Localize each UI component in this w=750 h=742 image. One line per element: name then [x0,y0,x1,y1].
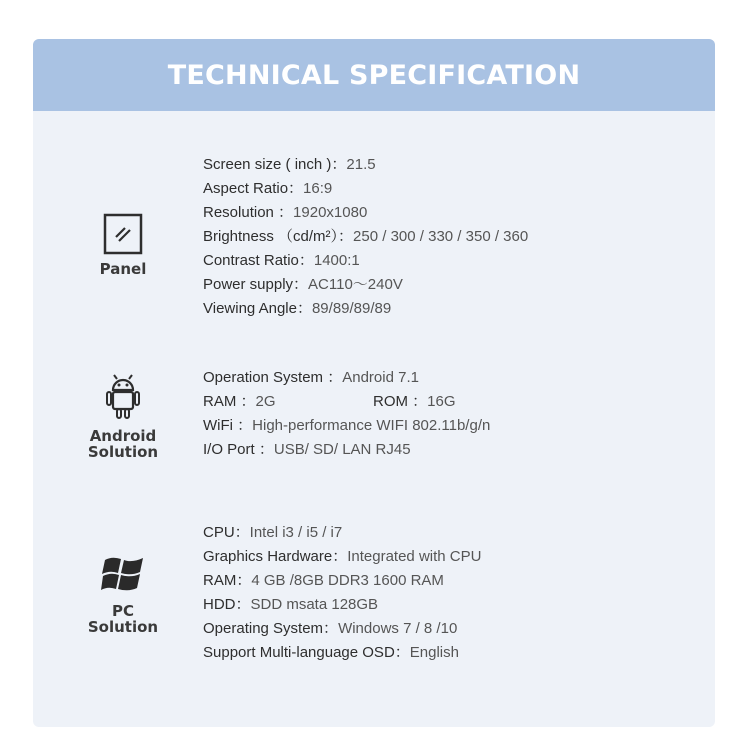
spec-value: English [409,644,459,661]
android-icon-block [73,374,173,460]
android-icon [106,374,140,420]
spec-value: 2G [255,393,276,410]
spec-row [203,201,528,225]
pc-label-line-1: PC [111,602,134,620]
android-specs [203,366,490,462]
spec-row [203,593,481,617]
spec-value: SDD msata 128GB [250,596,379,613]
pc-specs [203,521,481,665]
spec-key: WiFi ： [203,417,253,434]
spec-value: 1400:1 [313,252,360,269]
spec-key: RAM ： [203,393,256,410]
spec-value: 89/89/89/89 [311,300,392,317]
spec-row [203,297,528,321]
spec-pair [373,390,456,414]
spec-value: Intel i3 / i5 / i7 [249,524,343,541]
android-label-line-1: Android [89,427,157,445]
spec-row [203,641,481,665]
spec-key: I/O Port ： [203,441,274,458]
spec-row [203,225,528,249]
spec-key: Brightness （cd/m²）： [203,228,354,245]
panel-label [100,261,147,277]
spec-value: Android 7.1 [342,369,419,386]
spec-row [203,177,528,201]
spec-key: Operation System ： [203,369,343,386]
spec-key: Resolution ： [203,204,294,221]
spec-row [203,521,481,545]
spec-row [203,545,481,569]
spec-row [203,153,528,177]
spec-row [203,249,528,273]
spec-row [203,273,528,297]
spec-value: Integrated with CPU [347,548,482,565]
android-label-line-2: Solution [87,443,159,461]
spec-key: Operating System： [203,620,339,637]
pc-label [88,603,158,635]
spec-value: 21.5 [346,156,376,173]
spec-key: RAM： [203,572,252,589]
panel-label-line: Panel [99,260,147,278]
spec-card [33,39,715,727]
android-label [88,428,158,460]
spec-value: USB/ SD/ LAN RJ45 [273,441,411,458]
spec-value: 16:9 [303,180,333,197]
spec-key: Power supply： [203,276,309,293]
pc-icon-block [73,555,173,635]
spec-value: Windows 7 / 8 /10 [338,620,458,637]
spec-value: 4 GB /8GB DDR3 1600 RAM [251,572,444,589]
panel-icon-block [73,213,173,277]
pc-label-line-2: Solution [87,618,159,636]
spec-row [203,438,490,462]
spec-header [33,39,715,111]
spec-row [203,366,490,390]
spec-key: CPU： [203,524,250,541]
spec-row [203,569,481,593]
spec-row [203,414,490,438]
spec-value: High-performance WIFI 802.11b/g/n [252,417,491,434]
spec-key: Viewing Angle： [203,300,312,317]
page-title: TECHNICAL SPECIFICATION [167,59,581,91]
spec-row [203,617,481,641]
spec-key: Contrast Ratio： [203,252,314,269]
spec-row [203,390,490,414]
spec-value: 16G [427,393,456,410]
spec-key: Graphics Hardware： [203,548,348,565]
spec-key: Aspect Ratio： [203,180,304,197]
spec-value: 250 / 300 / 330 / 350 / 360 [353,228,529,245]
spec-key: ROM ： [373,393,428,410]
panel-icon [103,213,143,255]
spec-value: 1920x1080 [293,204,368,221]
spec-key: Support Multi-language OSD： [203,644,410,661]
spec-key: HDD： [203,596,251,613]
spec-key: Screen size ( inch )： [203,156,347,173]
panel-specs [203,153,528,321]
spec-value: AC110～240V [308,276,403,293]
windows-icon [101,555,145,595]
